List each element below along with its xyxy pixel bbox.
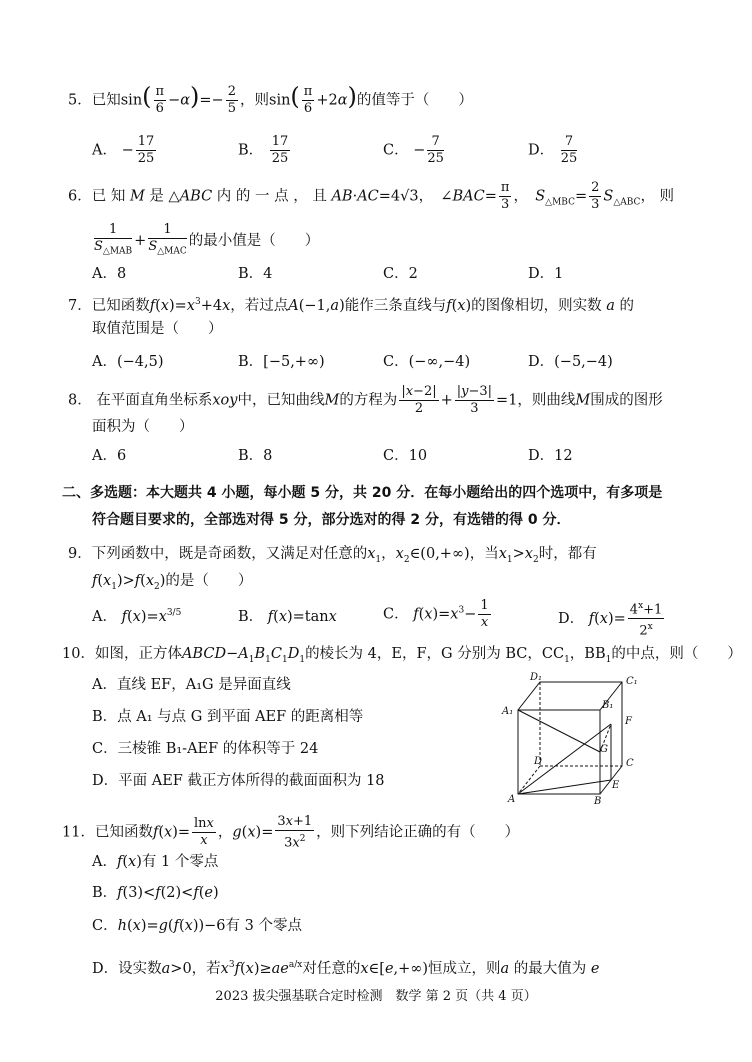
label-c1: C₁ (626, 676, 638, 687)
q8-option-c: C．10 (383, 448, 428, 464)
q10-option-d: D．平面 AEF 截正方体所得的截面面积为 18 (92, 773, 385, 789)
q6-option-b: B．4 (238, 266, 273, 282)
label-c: C (626, 758, 634, 769)
q9-option-a: A． $f(x)=x^{3/5}$ (92, 608, 182, 625)
q7-option-c: C．(−∞,−4) (383, 354, 471, 370)
label-b: B (594, 796, 602, 807)
q11-option-b: B．f(3)<f(2)<f(e) (92, 885, 219, 901)
q6-stem: 6．已 知 M 是 △ABC 内 的 一 点 ， 且 AB·AC=4√3， ∠BAC= $\frac{\pi}{3}$ ， $S_{\triangle MBC}=$ $\frac{2}{3}$ $S_{\triangle ABC}$， 则 (68, 180, 675, 212)
q9-option-b: B． f(x)=tanx (238, 609, 337, 625)
q5-number: 5． (68, 92, 92, 109)
q11-stem: 11．已知函数f(x)= $\frac{\ln x}{x}$ ，g(x)= $\frac{3x+1}{3x^2}$ ，则下列结论正确的有（ ） (62, 814, 520, 851)
q6-option-d: D．1 (528, 266, 564, 282)
q8-option-d: D．12 (528, 448, 573, 464)
section2-heading-line2: 符合题目要求的，全部选对得 5 分，部分选对的得 2 分，有选错的得 0 分． (92, 512, 571, 528)
label-d1: D₁ (530, 672, 543, 683)
label-g: G (600, 744, 608, 755)
q7-stem: 7．已知函数$f(x)=x^3+4x$，若过点A(−1,a)能作三条直线与f(x)的图像相切，则实数 a 的 (68, 297, 635, 314)
label-d: D (534, 756, 543, 767)
label-e: E (612, 780, 620, 791)
q10-option-c: C．三棱锥 B₁-AEF 的体积等于 24 (92, 741, 319, 757)
label-b1: B₁ (602, 700, 614, 711)
q8-stem: 8． 在平面直角坐标系xoy中，已知曲线M的方程为 $\frac{|x-2|}{2}$ + $\frac{|y-3|}{3}$ =1，则曲线M围成的图形 (68, 384, 663, 416)
label-f: F (625, 716, 632, 727)
section2-heading: 二、多选题：本大题共 4 小题，每小题 5 分，共 20 分．在每小题给出的四个选项中，有多项是 (62, 485, 663, 501)
q10-option-a: A．直线 EF，A₁G 是异面直线 (92, 677, 291, 693)
q7-option-a: A．(−4,5) (92, 354, 164, 370)
q6-stem-line2: $\frac{1}{S_{\triangle MAB}}$ + $\frac{1}{S_{\triangle MAC}}$ 的最小值是（ ） (94, 222, 320, 257)
q5-option-d: D． $\frac{7}{25}$ (528, 134, 578, 166)
q7-option-b: B．[−5,+∞) (238, 354, 325, 370)
label-a1: A₁ (502, 706, 514, 717)
q11-option-d: D．设实数a>0，若$x^3f(x)\ge ae^{a/x}$对任意的x∈[e,+∞)恒成立，则a 的最大值为 e (92, 960, 600, 977)
q9-option-c: C． $f(x)=x^3-$ $\frac{1}{x}$ (383, 598, 489, 630)
q7-option-d: D．(−5,−4) (528, 354, 613, 370)
label-a: A (508, 794, 516, 805)
q8-option-b: B．8 (238, 448, 273, 464)
q11-option-a: A．f(x)有 1 个零点 (92, 854, 219, 870)
q7-stem-line2: 取值范围是（ ） (92, 321, 223, 337)
q5-option-b: B． $\frac{17}{25}$ (238, 134, 289, 166)
q10-option-b: B．点 A₁ 与点 G 到平面 AEF 的距离相等 (92, 709, 364, 725)
q5-option-a: A． − $\frac{17}{25}$ (92, 134, 155, 166)
q5-option-c: C． − $\frac{7}{25}$ (383, 134, 444, 166)
q8-option-a: A．6 (92, 448, 127, 464)
q9-stem-line2: $f(x_1)>f(x_2)$的是（ ） (92, 573, 253, 592)
q10-stem: 10．如图，正方体$ABCD-A_1B_1C_1D_1$的棱长为 4，E，F，G 分别为 BC，$CC_1$，$BB_1$的中点，则（ ） (62, 646, 742, 665)
q5-stem: 5．已知sin( $\frac{\pi}{6}$ −α)=− $\frac{2}{5}$ ，则sin( $\frac{\pi}{6}$ +2α)的值等于（ ） (68, 82, 473, 116)
q11-option-c: C．h(x)=g(f(x))−6有 3 个零点 (92, 918, 302, 934)
q8-stem-line2: 面积为（ ） (92, 419, 194, 435)
q6-option-c: C．2 (383, 266, 418, 282)
cube-diagram (500, 668, 660, 810)
q9-stem: 9．下列函数中，既是奇函数，又满足对任意的$x_1$，$x_2\in(0,+\infty)$，当$x_1>x_2$时，都有 (68, 546, 597, 565)
q6-option-a: A．8 (92, 266, 127, 282)
page-footer: 2023 拔尖强基联合定时检测 数学 第 2 页（共 4 页） (215, 989, 537, 1004)
q9-option-d: D． f(x)= $\frac{4^x+1}{2^x}$ (558, 598, 666, 640)
